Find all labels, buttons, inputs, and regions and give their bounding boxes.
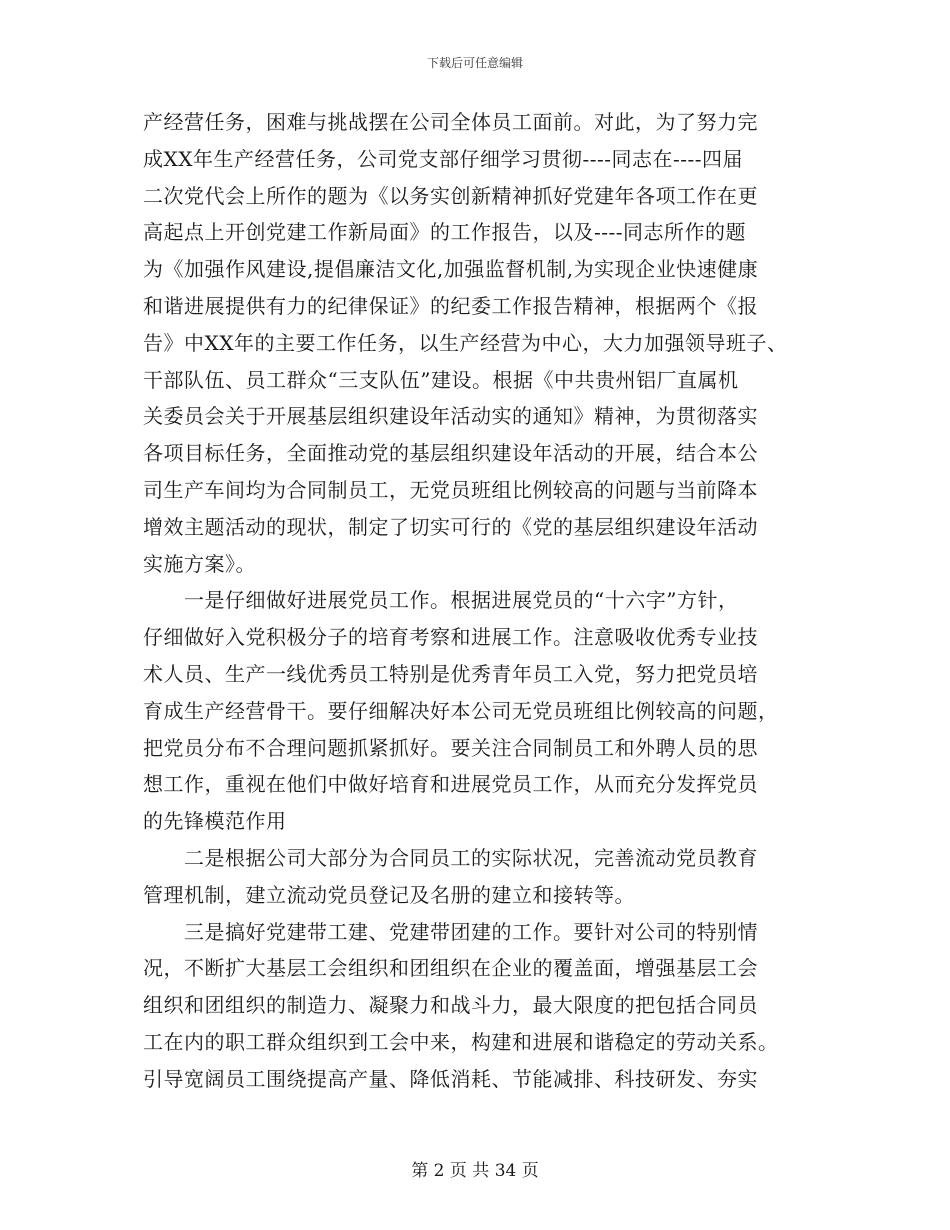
text-line: 把党员分布不合理问题抓紧抓好。要关注合同制员工和外聘人员的思 bbox=[143, 735, 758, 760]
text-line: 实施方案》。 bbox=[143, 551, 256, 576]
text-line: 各项目标任务，全面推动党的基层组织建设年活动的开展，结合本公 bbox=[143, 441, 758, 466]
text-line: 况，不断扩大基层工会组织和团组织在企业的覆盖面，增强基层工会 bbox=[143, 956, 758, 981]
text-line: 术人员、生产一线优秀员工特别是优秀青年员工入党，努力把党员培 bbox=[143, 661, 758, 686]
text-line: 仔细做好入党积极分子的培育考察和进展工作。注意吸收优秀专业技 bbox=[143, 625, 758, 650]
text-line: 和谐进展提供有力的纪律保证》的纪委工作报告精神，根据两个《报 bbox=[143, 293, 758, 318]
text-line: 二次党代会上所作的题为《以务实创新精神抓好党建年各项工作在更 bbox=[143, 183, 758, 208]
text-line: 告》中XX年的主要工作任务，以生产经营为中心，大力加强领导班子、 bbox=[143, 330, 788, 355]
text-line: 二是根据公司大部分为合同员工的实际状况，完善流动党员教育 bbox=[143, 845, 758, 870]
text-line: 司生产车间均为合同制员工，无党员班组比例较高的问题与当前降本 bbox=[143, 477, 758, 502]
page-header: 下载后可任意编辑 bbox=[426, 56, 523, 70]
text-line: 育成生产经营骨干。要仔细解决好本公司无党员班组比例较高的问题， bbox=[143, 698, 779, 723]
text-line: 干部队伍、员工群众“三支队伍”建设。根据《中共贵州铝厂直属机 bbox=[143, 367, 739, 392]
page-footer: 第 2 页 共 34 页 bbox=[411, 1161, 539, 1181]
text-line: 关委员会关于开展基层组织建设年活动实的通知》精神，为贯彻落实 bbox=[143, 404, 758, 429]
text-line: 产经营任务，困难与挑战摆在公司全体员工面前。对此，为了努力完 bbox=[143, 110, 758, 134]
text-line: 管理机制，建立流动党员登记及名册的建立和接转等。 bbox=[143, 882, 635, 907]
text-line: 为《加强作风建设,提倡廉洁文化,加强监督机制,为实现企业快速健康 bbox=[143, 257, 759, 282]
text-line: 成XX年生产经营任务，公司党支部仔细学习贯彻----同志在----四届 bbox=[143, 146, 744, 171]
text-line: 增效主题活动的现状，制定了切实可行的《党的基层组织建设年活动 bbox=[143, 514, 758, 539]
text-line: 工在内的职工群众组织到工会中来，构建和进展和谐稳定的劳动关系。 bbox=[143, 1029, 779, 1054]
text-line: 的先锋模范作用 bbox=[143, 809, 287, 834]
text-line: 三是搞好党建带工建、党建带团建的工作。要针对公司的特别情 bbox=[143, 919, 758, 944]
text-line: 一是仔细做好进展党员工作。根据进展党员的“十六字”方针， bbox=[143, 588, 739, 613]
text-line: 组织和团组织的制造力、凝聚力和战斗力，最大限度的把包括合同员 bbox=[143, 993, 758, 1018]
text-line: 引导宽阔员工围绕提高产量、降低消耗、节能减排、科技研发、夯实 bbox=[143, 1066, 758, 1091]
text-line: 想工作，重视在他们中做好培育和进展党员工作，从而充分发挥党员 bbox=[143, 772, 758, 797]
text-line: 高起点上开创党建工作新局面》的工作报告，以及----同志所作的题 bbox=[143, 220, 747, 245]
document-body bbox=[143, 104, 813, 1098]
